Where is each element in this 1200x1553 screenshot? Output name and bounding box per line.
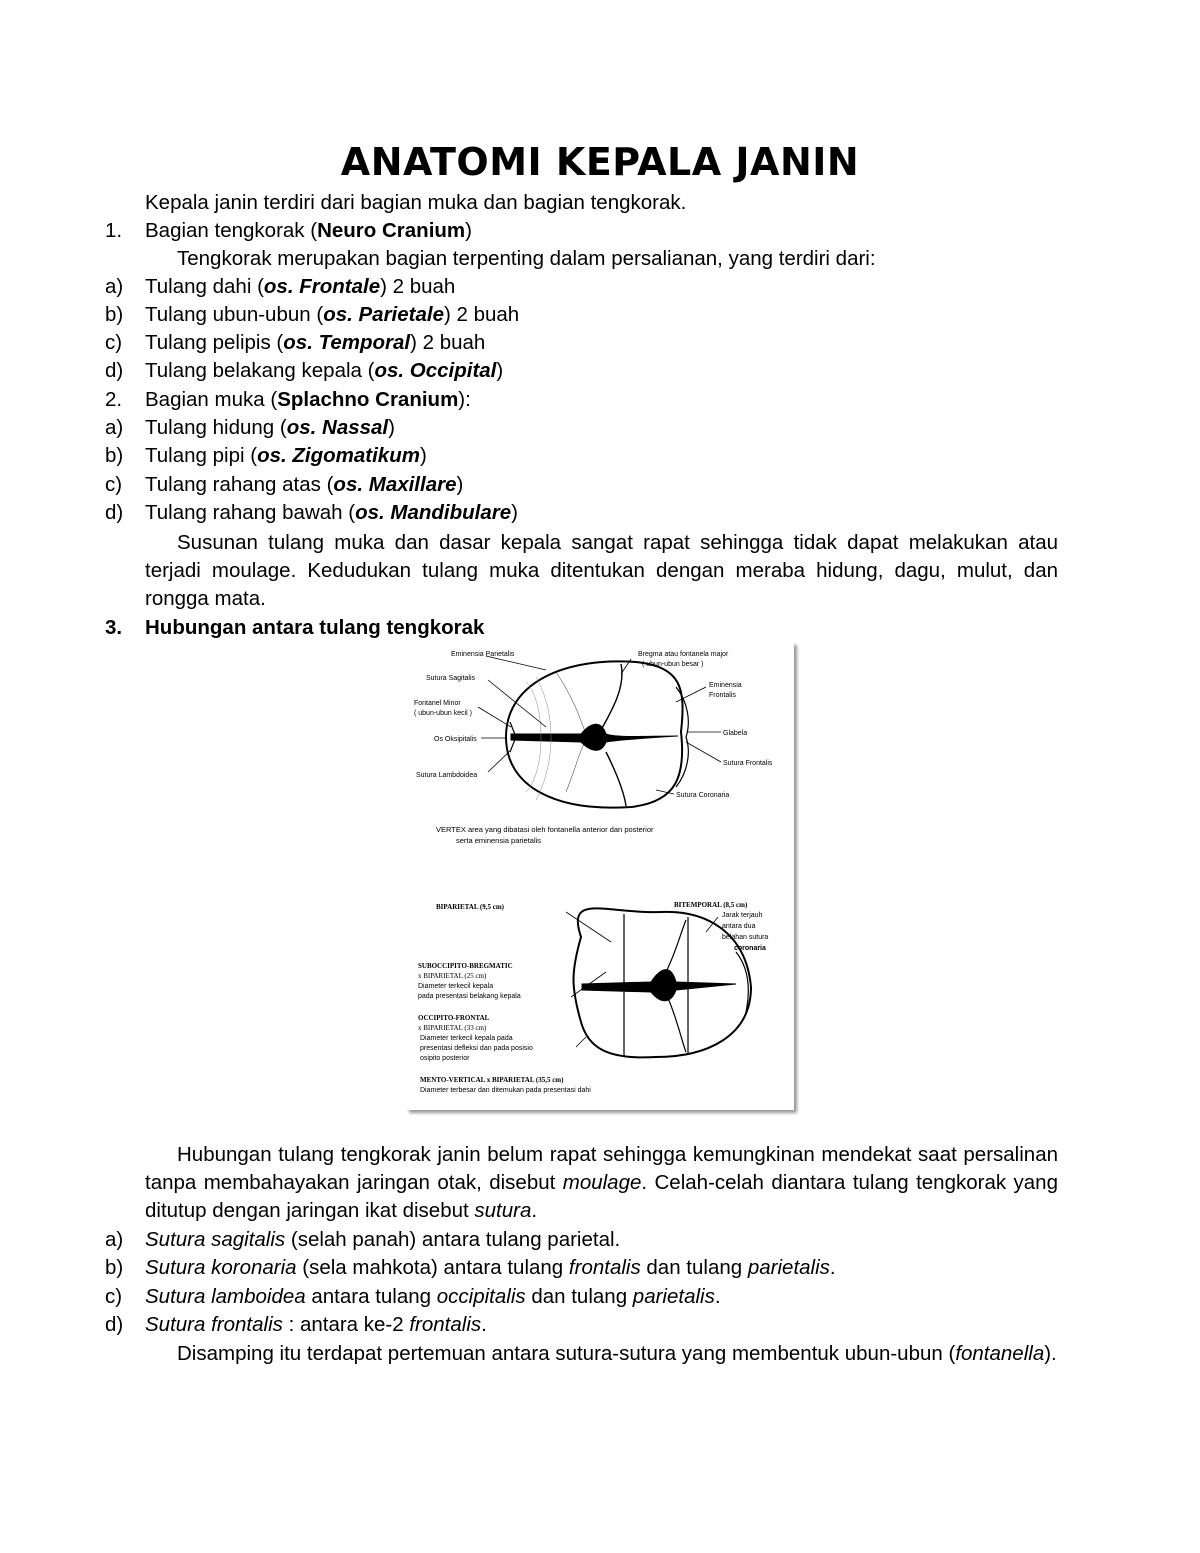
label-glabela: Glabela bbox=[723, 730, 748, 737]
label-suboccipito-4: pada presentasi belakang kepala bbox=[418, 993, 521, 1000]
list-item: Tulang belakang kepala (os. Occipital) bbox=[145, 359, 504, 382]
vertex-caption-2: serta eminensia parietalis bbox=[456, 836, 542, 845]
list-item: Tulang ubun-ubun (os. Parietale) 2 buah bbox=[145, 303, 520, 326]
label-bitemporal: BITEMPORAL (8,5 cm) bbox=[674, 901, 748, 909]
label-bregma: Bregma atau fontanela major bbox=[638, 651, 729, 658]
list-item-label: a) bbox=[105, 416, 124, 439]
list-item-label: c) bbox=[105, 1285, 123, 1308]
list-item-label: a) bbox=[105, 1228, 124, 1251]
label-eminensia-frontalis-2: Frontalis bbox=[709, 692, 736, 699]
label-suboccipito-3: Diameter terkecil kepala bbox=[418, 983, 494, 990]
list-item: Tulang hidung (os. Nassal) bbox=[145, 416, 395, 439]
label-mento-vertical-2: Diameter terbesar dan ditemukan pada presentasi dahi bbox=[420, 1087, 591, 1094]
label-occipito-2: x BIPARIETAL (33 cm) bbox=[418, 1024, 487, 1032]
page-title: ANATOMI KEPALA JANIN bbox=[340, 140, 860, 184]
list-item-label: b) bbox=[105, 303, 124, 326]
list-item: Tulang rahang bawah (os. Mandibulare) bbox=[145, 501, 518, 524]
section-1-number: 1. bbox=[105, 219, 123, 242]
list-item: Sutura sagitalis (selah panah) antara tulang parietal. bbox=[145, 1228, 621, 1251]
label-sutura-lambdoidea: Sutura Lambdoidea bbox=[416, 772, 478, 779]
paragraph-fontanella: Disamping itu terdapat pertemuan antara sutura-sutura yang membentuk ubun-ubun (fontanella). bbox=[177, 1342, 1057, 1365]
list-item: Tulang pipi (os. Zigomatikum) bbox=[145, 444, 427, 467]
list-item: Sutura lamboidea antara tulang occipitalis dan tulang parietalis. bbox=[145, 1285, 721, 1308]
section-3-heading: Hubungan antara tulang tengkorak bbox=[145, 616, 485, 639]
list-item-label: b) bbox=[105, 444, 124, 467]
list-item-label: c) bbox=[105, 473, 123, 496]
label-jarak-4: coronaria bbox=[734, 945, 766, 952]
label-sutura-frontalis: Sutura Frontalis bbox=[723, 760, 773, 767]
section-1-desc: Tengkorak merupakan bagian terpenting dalam persalianan, yang terdiri dari: bbox=[177, 247, 876, 270]
intro-text: Kepala janin terdiri dari bagian muka dan bagian tengkorak. bbox=[145, 191, 687, 214]
label-sutura-coronaria: Sutura Coronaria bbox=[676, 792, 730, 799]
label-suboccipito-2: x BIPARIETAL (25 cm) bbox=[418, 972, 487, 980]
section-2-number: 2. bbox=[105, 388, 123, 411]
label-suboccipito-1: SUBOCCIPITO-BREGMATIC bbox=[418, 962, 513, 970]
section-1-heading: Bagian tengkorak (Neuro Cranium) bbox=[145, 219, 472, 242]
label-eminensia-parietalis: Eminensia Parietalis bbox=[451, 651, 515, 658]
skull-top-view bbox=[506, 661, 688, 807]
list-item: Sutura frontalis : antara ke-2 frontalis. bbox=[145, 1313, 487, 1336]
list-item-label: d) bbox=[105, 1313, 124, 1336]
label-biparietal: BIPARIETAL (9,5 cm) bbox=[436, 903, 504, 911]
label-jarak-2: antara dua bbox=[722, 923, 756, 930]
label-fontanel-minor-sub: ( ubun-ubun kecil ) bbox=[414, 710, 472, 717]
list-item: Tulang pelipis (os. Temporal) 2 buah bbox=[145, 331, 486, 354]
vertex-caption-1: VERTEX area yang dibatasi oleh fontanella anterior dan posterior bbox=[436, 825, 654, 834]
list-item-label: b) bbox=[105, 1256, 124, 1279]
label-mento-vertical-1: MENTO-VERTICAL x BIPARIETAL (35,5 cm) bbox=[420, 1076, 564, 1084]
list-item: Sutura koronaria (sela mahkota) antara tulang frontalis dan tulang parietalis. bbox=[145, 1256, 836, 1279]
label-os-oksipitalis: Os Oksipitalis bbox=[434, 736, 477, 743]
label-bregma-sub: ( ubun-ubun besar ) bbox=[642, 661, 704, 668]
label-sutura-sagitalis: Sutura Sagitalis bbox=[426, 675, 476, 682]
label-occipito-5: osipito posterior bbox=[420, 1055, 470, 1062]
label-occipito-3: Diameter terkecil kepala pada bbox=[420, 1035, 513, 1042]
label-occipito-4: presentasi defleksi dan pada posisio bbox=[420, 1045, 533, 1052]
list-item: Tulang dahi (os. Frontale) 2 buah bbox=[145, 275, 456, 298]
label-fontanel-minor: Fontanel Minor bbox=[414, 700, 461, 707]
label-jarak-3: belahan sutura bbox=[722, 934, 769, 941]
label-jarak-1: Jarak terjauh bbox=[722, 912, 763, 919]
section-2-heading: Bagian muka (Splachno Cranium): bbox=[145, 388, 471, 411]
list-item-label: d) bbox=[105, 501, 124, 524]
fetal-skull-diagram bbox=[406, 642, 794, 1110]
section-3-number: 3. bbox=[105, 616, 123, 639]
list-item: Tulang rahang atas (os. Maxillare) bbox=[145, 473, 464, 496]
list-item-label: d) bbox=[105, 359, 124, 382]
label-occipito-1: OCCIPITO-FRONTAL bbox=[418, 1014, 490, 1022]
list-item-label: a) bbox=[105, 275, 124, 298]
label-eminensia-frontalis: Eminensia bbox=[709, 682, 742, 689]
section-2-paragraph: Susunan tulang muka dan dasar kepala sangat rapat sehingga tidak dapat melakukan atau terjadi moulage. Kedudukan tulang muka ditentukan dengan meraba hidung, dagu, mulut, dan rongga mata. bbox=[145, 531, 1058, 610]
list-item-label: c) bbox=[105, 331, 123, 354]
paragraph-moulage: Hubungan tulang tengkorak janin belum rapat sehingga kemungkinan mendekat saat persalinan tanpa membahayakan jaringan otak, disebut moulage. Celah-celah diantara tulang tengkorak yang ditutup dengan jaringan ikat disebut sutura. bbox=[145, 1143, 1058, 1222]
skull-diameter-view bbox=[574, 908, 752, 1057]
